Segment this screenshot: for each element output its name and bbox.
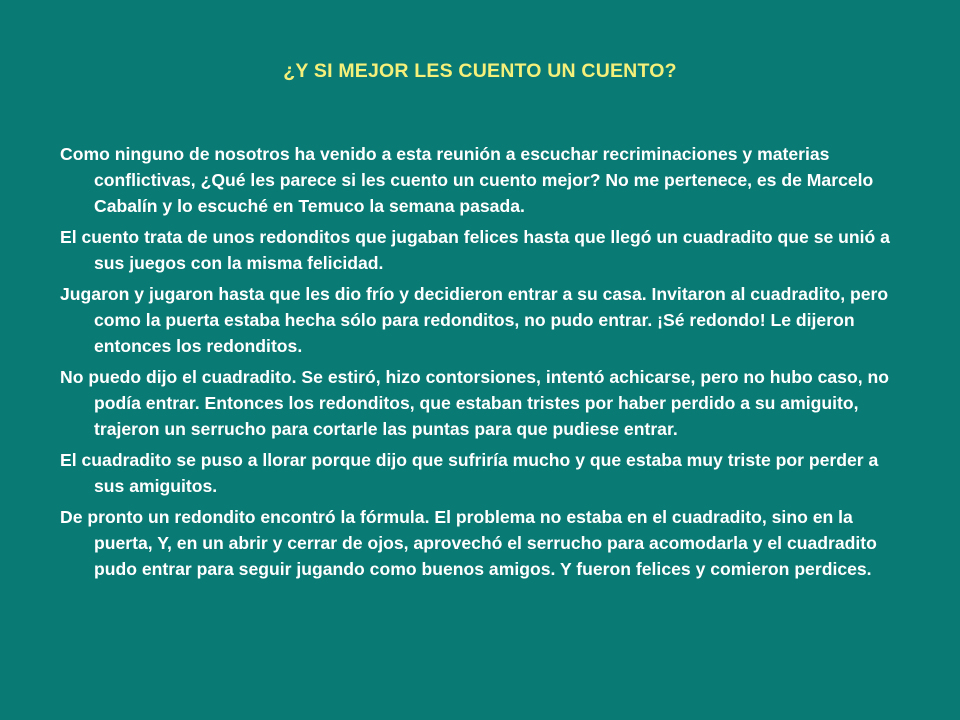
slide-title: ¿Y SI MEJOR LES CUENTO UN CUENTO? xyxy=(283,60,677,82)
paragraph-intro: Como ninguno de nosotros ha venido a esta reunión a escuchar recriminaciones y materias conflictivas, ¿Qué les parece si les cuento un cuento mejor? No me pertenece, es de Marcelo Cabalín y lo escuché en Temuco la semana pasada. xyxy=(60,144,874,216)
paragraph-solution: De pronto un redondito encontró la fórmula. El problema no estaba en el cuadradito, sino en la puerta, Y, en un abrir y cerrar de ojos, aprovechó el serrucho para acomodarla y el cuadradito pudo entrar para seguir jugando como buenos amigos. Y fueron felices y comieron perdices. xyxy=(60,507,877,579)
paragraph-crying: El cuadradito se puso a llorar porque dijo que sufriría mucho y que estaba muy triste por perder a sus amiguitos. xyxy=(60,450,879,496)
paragraph-story-start: El cuento trata de unos redonditos que jugaban felices hasta que llegó un cuadradito que se unió a sus juegos con la misma felicidad. xyxy=(60,227,890,273)
paragraph-saw: No puedo dijo el cuadradito. Se estiró, hizo contorsiones, intentó achicarse, pero no hubo caso, no podía entrar. Entonces los redonditos, que estaban tristes por haber perdido a su amiguito, trajeron un serrucho para cortarle las puntas para que pudiese entrar. xyxy=(60,367,889,439)
slide-body xyxy=(60,141,905,587)
paragraph-house: Jugaron y jugaron hasta que les dio frío y decidieron entrar a su casa. Invitaron al cuadradito, pero como la puerta estaba hecha sólo para redonditos, no pudo entrar. ¡Sé redondo! Le dijeron entonces los redonditos. xyxy=(60,284,889,356)
